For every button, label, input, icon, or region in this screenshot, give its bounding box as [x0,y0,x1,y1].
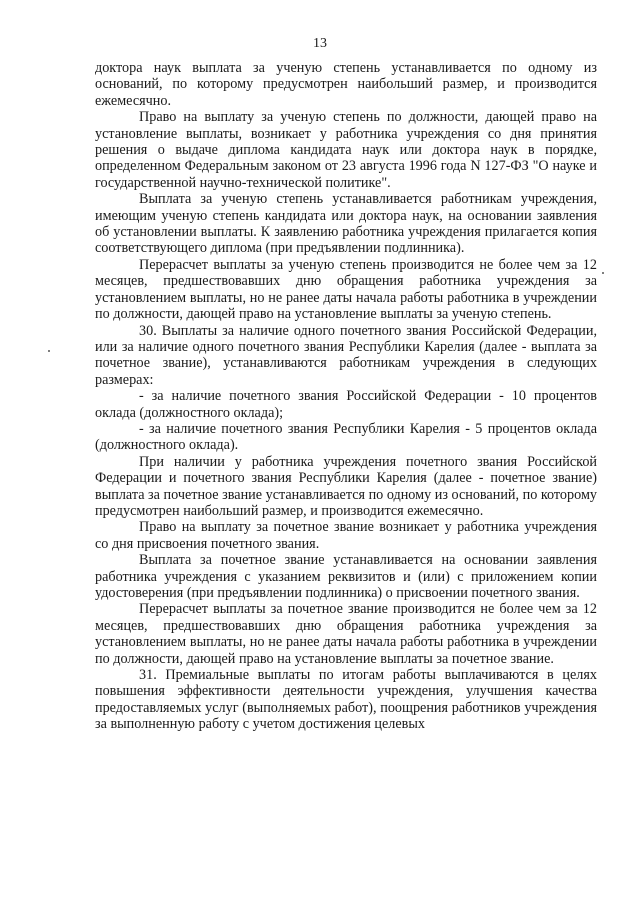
paragraph-continuation: доктора наук выплата за ученую степень устанавливается по одному из оснований, по которому предусмотрен наибольший размер, и производится ежемесячно. [95,60,597,109]
list-item-russian-title: - за наличие почетного звания Российской Федерации - 10 процентов оклада (должностного оклада); [95,388,597,421]
paragraph-item-31: 31. Премиальные выплаты по итогам работы выплачиваются в целях повышения эффективности деятельности учреждения, улучшения качества предоставляемых услуг (выполняемых работ), поощрения работников учреждения за выполненную работу с учетом достижения целевых [95,667,597,733]
paragraph-both-titles: При наличии у работника учреждения почетного звания Российской Федерации и почетного звания Республики Карелия (далее - почетное звание) выплата за почетное звание устанавливается по одному из оснований, по которому предусмотрен наибольший размер, и производится ежемесячно. [95,453,598,519]
paragraph-title-recalculation: Перерасчет выплаты за почетное звание производится не более чем за 12 месяцев, предшествовавших дню обращения работника учреждения за установлением выплаты, но не ранее даты начала работы работника в учреждении по должности, дающей право на установление выплаты за почетное звание. [95,601,597,667]
paragraph-degree-entitlement: Право на выплату за ученую степень по должности, дающей право на установление выплаты, возникает у работника учреждения со дня принятия решения о выдаче диплома кандидата наук или доктора наук в порядке, определенном Федеральным законом от 23 августа 1996 года N 127-ФЗ "О науке и государственной научно-технической политике". [95,109,597,191]
paragraph-item-30: 30. Выплаты за наличие одного почетного звания Российской Федерации, или за наличие одного почетного звания Республики Карелия (далее - выплата за почетное звание), устанавливаются работникам учреждения в следующих размерах: [95,322,597,388]
paragraph-title-entitlement: Право на выплату за почетное звание возникает у работника учреждения со дня присвоения почетного звания. [95,519,597,552]
page-number: 13 [313,36,327,51]
list-item-karelia-title: - за наличие почетного звания Республики Карелия - 5 процентов оклада (должностного оклада). [95,420,597,454]
paragraph-title-application: Выплата за почетное звание устанавливается на основании заявления работника учреждения с указанием реквизитов и (или) с приложением копии удостоверения (при предъявлении подлинника) о присвоении почетного звания. [95,552,597,601]
scan-artifact [48,350,50,352]
document-body [95,60,597,733]
scan-artifact [602,272,604,274]
paragraph-degree-application: Выплата за ученую степень устанавливается работникам учреждения, имеющим ученую степень кандидата или доктора наук, на основании заявления об установлении выплаты. К заявлению работника учреждения прилагается копия соответствующего диплома (при предъявлении подлинника). [95,191,597,257]
paragraph-degree-recalculation: Перерасчет выплаты за ученую степень производится не более чем за 12 месяцев, предшествовавших дню обращения работника учреждения за установлением выплаты, но не ранее даты начала работы работника в учреждении по должности, дающей право на установление выплаты за ученую степень. [95,256,597,323]
